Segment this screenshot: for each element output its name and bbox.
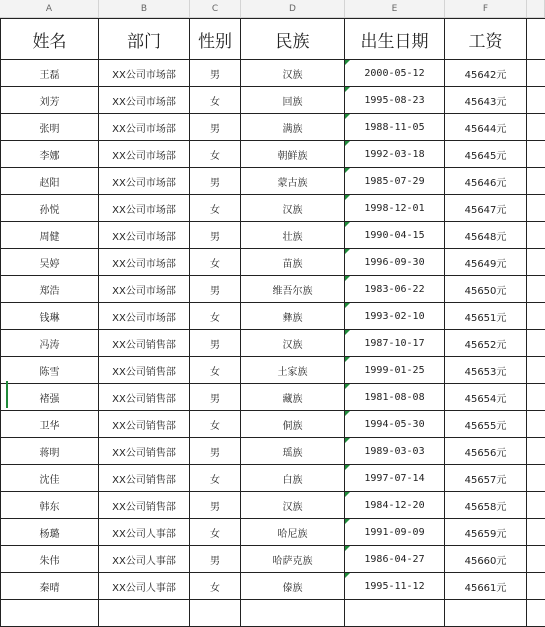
ethnicity-cell[interactable]: 藏族 xyxy=(241,384,345,411)
gender-cell[interactable]: 男 xyxy=(190,168,241,195)
gender-cell[interactable]: 男 xyxy=(190,60,241,87)
empty-cell[interactable] xyxy=(527,546,545,573)
gender-cell[interactable]: 女 xyxy=(190,87,241,114)
table-row xyxy=(0,249,545,276)
gender-cell[interactable]: 女 xyxy=(190,303,241,330)
table-row xyxy=(0,168,545,195)
error-indicator-icon xyxy=(345,141,350,146)
name-cell[interactable]: 陈雪 xyxy=(0,357,99,384)
department-cell[interactable]: XX公司人事部 xyxy=(99,573,190,600)
empty-cell[interactable] xyxy=(527,438,545,465)
column-header-f[interactable]: F xyxy=(445,0,527,18)
birthdate-text: 1995-11-12 xyxy=(364,580,425,592)
header-cell-birthdate[interactable]: 出生日期 xyxy=(345,18,445,60)
header-cell-salary[interactable]: 工资 xyxy=(445,18,527,60)
name-cell[interactable]: 吴婷 xyxy=(0,249,99,276)
gender-cell[interactable]: 男 xyxy=(190,114,241,141)
birthdate-cell[interactable] xyxy=(345,222,445,249)
ethnicity-cell[interactable]: 汉族 xyxy=(241,195,345,222)
birthdate-cell[interactable] xyxy=(345,276,445,303)
department-cell[interactable]: XX公司销售部 xyxy=(99,357,190,384)
name-cell[interactable]: 张明 xyxy=(0,114,99,141)
empty-cell[interactable] xyxy=(527,330,545,357)
table-row xyxy=(0,438,545,465)
column-header-g[interactable] xyxy=(527,0,545,18)
birthdate-cell[interactable] xyxy=(345,492,445,519)
table-row xyxy=(0,357,545,384)
table-row xyxy=(0,87,545,114)
error-indicator-icon xyxy=(345,87,350,92)
birthdate-text: 1987-10-17 xyxy=(364,337,425,349)
empty-cell[interactable] xyxy=(527,519,545,546)
error-indicator-icon xyxy=(345,519,350,524)
column-header-d[interactable]: D xyxy=(241,0,345,18)
table-row xyxy=(0,573,545,600)
salary-cell[interactable]: 45654元 xyxy=(445,384,527,411)
gender-cell[interactable]: 男 xyxy=(190,222,241,249)
name-cell[interactable]: 李娜 xyxy=(0,141,99,168)
department-cell[interactable]: XX公司市场部 xyxy=(99,60,190,87)
name-cell[interactable]: 卫华 xyxy=(0,411,99,438)
empty-cell[interactable] xyxy=(527,357,545,384)
ethnicity-cell[interactable]: 汉族 xyxy=(241,330,345,357)
empty-cell[interactable] xyxy=(527,411,545,438)
birthdate-text: 1997-07-14 xyxy=(364,472,425,484)
birthdate-cell[interactable] xyxy=(345,60,445,87)
birthdate-text: 1995-08-23 xyxy=(364,94,425,106)
header-cell-ethnicity[interactable]: 民族 xyxy=(241,18,345,60)
birthdate-cell[interactable] xyxy=(345,384,445,411)
empty-cell[interactable] xyxy=(527,303,545,330)
salary-cell[interactable]: 45661元 xyxy=(445,573,527,600)
error-indicator-icon xyxy=(345,573,350,578)
header-cell-gender[interactable]: 性别 xyxy=(190,18,241,60)
table-row xyxy=(0,330,545,357)
ethnicity-cell[interactable]: 苗族 xyxy=(241,249,345,276)
data-rows xyxy=(0,60,545,627)
empty-cell[interactable] xyxy=(527,114,545,141)
birthdate-text: 1996-09-30 xyxy=(364,256,425,268)
birthdate-cell[interactable] xyxy=(345,465,445,492)
name-cell[interactable]: 韩东 xyxy=(0,492,99,519)
name-cell[interactable]: 孙悦 xyxy=(0,195,99,222)
department-cell[interactable]: XX公司销售部 xyxy=(99,465,190,492)
gender-cell[interactable]: 女 xyxy=(190,411,241,438)
empty-cell[interactable] xyxy=(527,465,545,492)
header-cell-name[interactable]: 姓名 xyxy=(0,18,99,60)
birthdate-cell[interactable] xyxy=(345,357,445,384)
gender-cell[interactable]: 女 xyxy=(190,519,241,546)
table-row xyxy=(0,60,545,87)
ethnicity-cell[interactable]: 侗族 xyxy=(241,411,345,438)
empty-cell[interactable] xyxy=(445,600,527,627)
error-indicator-icon xyxy=(345,114,350,119)
name-cell[interactable]: 钱琳 xyxy=(0,303,99,330)
name-cell[interactable]: 杨璐 xyxy=(0,519,99,546)
birthdate-text: 1986-04-27 xyxy=(364,553,425,565)
ethnicity-cell[interactable]: 壮族 xyxy=(241,222,345,249)
column-header-a[interactable]: A xyxy=(0,0,99,18)
empty-cell[interactable] xyxy=(527,249,545,276)
error-indicator-icon xyxy=(345,60,350,65)
error-indicator-icon xyxy=(345,492,350,497)
empty-cell[interactable] xyxy=(190,600,241,627)
gender-cell[interactable]: 女 xyxy=(190,573,241,600)
ethnicity-cell[interactable]: 白族 xyxy=(241,465,345,492)
birthdate-text: 1984-12-20 xyxy=(364,499,425,511)
empty-cell[interactable] xyxy=(527,168,545,195)
birthdate-text: 1985-07-29 xyxy=(364,175,425,187)
birthdate-text: 1992-03-18 xyxy=(364,148,425,160)
department-cell[interactable]: XX公司销售部 xyxy=(99,330,190,357)
empty-cell[interactable] xyxy=(527,573,545,600)
salary-cell[interactable]: 45645元 xyxy=(445,141,527,168)
department-cell[interactable]: XX公司市场部 xyxy=(99,222,190,249)
birthdate-text: 1983-06-22 xyxy=(364,283,425,295)
birthdate-cell[interactable] xyxy=(345,195,445,222)
department-cell[interactable]: XX公司销售部 xyxy=(99,411,190,438)
salary-cell[interactable]: 45657元 xyxy=(445,465,527,492)
table-row xyxy=(0,519,545,546)
department-cell[interactable]: XX公司市场部 xyxy=(99,168,190,195)
department-cell[interactable]: XX公司市场部 xyxy=(99,141,190,168)
error-indicator-icon xyxy=(345,195,350,200)
error-indicator-icon xyxy=(345,222,350,227)
empty-cell[interactable] xyxy=(527,141,545,168)
empty-cell[interactable] xyxy=(527,195,545,222)
error-indicator-icon xyxy=(345,330,350,335)
error-indicator-icon xyxy=(345,411,350,416)
ethnicity-cell[interactable]: 汉族 xyxy=(241,492,345,519)
empty-cell[interactable] xyxy=(345,600,445,627)
gender-cell[interactable]: 女 xyxy=(190,195,241,222)
department-cell[interactable]: XX公司市场部 xyxy=(99,195,190,222)
active-row-marker xyxy=(6,381,8,408)
name-cell[interactable]: 赵阳 xyxy=(0,168,99,195)
table-row xyxy=(0,303,545,330)
column-header-b[interactable]: B xyxy=(99,0,190,18)
salary-cell[interactable]: 45658元 xyxy=(445,492,527,519)
gender-cell[interactable]: 男 xyxy=(190,330,241,357)
birthdate-cell[interactable] xyxy=(345,141,445,168)
salary-cell[interactable]: 45653元 xyxy=(445,357,527,384)
salary-cell[interactable]: 45659元 xyxy=(445,519,527,546)
error-indicator-icon xyxy=(345,303,350,308)
empty-cell[interactable] xyxy=(527,492,545,519)
salary-cell[interactable]: 45656元 xyxy=(445,438,527,465)
birthdate-cell[interactable] xyxy=(345,330,445,357)
ethnicity-cell[interactable]: 彝族 xyxy=(241,303,345,330)
ethnicity-cell[interactable]: 蒙古族 xyxy=(241,168,345,195)
gender-cell[interactable]: 男 xyxy=(190,276,241,303)
salary-cell[interactable]: 45644元 xyxy=(445,114,527,141)
salary-cell[interactable]: 45648元 xyxy=(445,222,527,249)
ethnicity-cell[interactable]: 土家族 xyxy=(241,357,345,384)
salary-cell[interactable]: 45655元 xyxy=(445,411,527,438)
name-cell[interactable]: 周健 xyxy=(0,222,99,249)
birthdate-cell[interactable] xyxy=(345,546,445,573)
department-cell[interactable]: XX公司市场部 xyxy=(99,276,190,303)
salary-cell[interactable]: 45652元 xyxy=(445,330,527,357)
salary-cell[interactable]: 45651元 xyxy=(445,303,527,330)
birthdate-text: 1988-11-05 xyxy=(364,121,425,133)
birthdate-cell[interactable] xyxy=(345,249,445,276)
gender-cell[interactable]: 女 xyxy=(190,465,241,492)
birthdate-cell[interactable] xyxy=(345,438,445,465)
birthdate-text: 1999-01-25 xyxy=(364,364,425,376)
birthdate-cell[interactable] xyxy=(345,411,445,438)
empty-cell[interactable] xyxy=(527,600,545,627)
header-row xyxy=(0,18,545,60)
empty-cell[interactable] xyxy=(527,87,545,114)
salary-cell[interactable]: 45647元 xyxy=(445,195,527,222)
empty-cell[interactable] xyxy=(0,600,99,627)
spreadsheet-grid xyxy=(0,18,545,627)
ethnicity-cell[interactable]: 回族 xyxy=(241,87,345,114)
column-header-c[interactable]: C xyxy=(190,0,241,18)
department-cell[interactable]: XX公司市场部 xyxy=(99,114,190,141)
error-indicator-icon xyxy=(345,249,350,254)
error-indicator-icon xyxy=(345,384,350,389)
birthdate-text: 1991-09-09 xyxy=(364,526,425,538)
birthdate-text: 1994-05-30 xyxy=(364,418,425,430)
ethnicity-cell[interactable]: 傣族 xyxy=(241,573,345,600)
department-cell[interactable]: XX公司市场部 xyxy=(99,303,190,330)
name-cell[interactable]: 褚强 xyxy=(0,384,99,411)
table-row xyxy=(0,384,545,411)
empty-cell[interactable] xyxy=(527,60,545,87)
ethnicity-cell[interactable]: 维吾尔族 xyxy=(241,276,345,303)
error-indicator-icon xyxy=(345,168,350,173)
name-cell[interactable]: 郑浩 xyxy=(0,276,99,303)
birthdate-cell[interactable] xyxy=(345,168,445,195)
birthdate-cell[interactable] xyxy=(345,519,445,546)
name-cell[interactable]: 秦晴 xyxy=(0,573,99,600)
empty-cell[interactable] xyxy=(527,276,545,303)
empty-cell[interactable] xyxy=(527,222,545,249)
table-row xyxy=(0,600,545,627)
table-row xyxy=(0,546,545,573)
birthdate-cell[interactable] xyxy=(345,114,445,141)
gender-cell[interactable]: 男 xyxy=(190,438,241,465)
table-row xyxy=(0,465,545,492)
table-row xyxy=(0,276,545,303)
birthdate-text: 2000-05-12 xyxy=(364,67,425,79)
birthdate-text: 1989-03-03 xyxy=(364,445,425,457)
error-indicator-icon xyxy=(345,465,350,470)
header-cell-department[interactable]: 部门 xyxy=(99,18,190,60)
gender-cell[interactable]: 女 xyxy=(190,249,241,276)
department-cell[interactable]: XX公司销售部 xyxy=(99,438,190,465)
error-indicator-icon xyxy=(345,357,350,362)
table-row xyxy=(0,114,545,141)
ethnicity-cell[interactable]: 朝鲜族 xyxy=(241,141,345,168)
ethnicity-cell[interactable]: 哈尼族 xyxy=(241,519,345,546)
gender-cell[interactable]: 男 xyxy=(190,546,241,573)
name-cell[interactable]: 蒋明 xyxy=(0,438,99,465)
column-header-e[interactable]: E xyxy=(345,0,445,18)
birthdate-text: 1990-04-15 xyxy=(364,229,425,241)
name-cell[interactable]: 朱伟 xyxy=(0,546,99,573)
error-indicator-icon xyxy=(345,546,350,551)
department-cell[interactable]: XX公司市场部 xyxy=(99,249,190,276)
ethnicity-cell[interactable]: 满族 xyxy=(241,114,345,141)
department-cell[interactable]: XX公司人事部 xyxy=(99,546,190,573)
department-cell[interactable]: XX公司销售部 xyxy=(99,384,190,411)
name-cell[interactable]: 沈佳 xyxy=(0,465,99,492)
salary-cell[interactable]: 45642元 xyxy=(445,60,527,87)
birthdate-cell[interactable] xyxy=(345,573,445,600)
birthdate-text: 1993-02-10 xyxy=(364,310,425,322)
birthdate-cell[interactable] xyxy=(345,87,445,114)
gender-cell[interactable]: 男 xyxy=(190,384,241,411)
empty-cell[interactable] xyxy=(527,18,545,60)
ethnicity-cell[interactable]: 汉族 xyxy=(241,60,345,87)
salary-cell[interactable]: 45649元 xyxy=(445,249,527,276)
gender-cell[interactable]: 女 xyxy=(190,141,241,168)
name-cell[interactable]: 刘芳 xyxy=(0,87,99,114)
column-header-bar xyxy=(0,0,545,18)
empty-cell[interactable] xyxy=(527,384,545,411)
name-cell[interactable]: 冯涛 xyxy=(0,330,99,357)
department-cell[interactable]: XX公司市场部 xyxy=(99,87,190,114)
department-cell[interactable]: XX公司人事部 xyxy=(99,519,190,546)
salary-cell[interactable]: 45660元 xyxy=(445,546,527,573)
salary-cell[interactable]: 45650元 xyxy=(445,276,527,303)
gender-cell[interactable]: 女 xyxy=(190,357,241,384)
name-cell[interactable]: 王磊 xyxy=(0,60,99,87)
table-row xyxy=(0,222,545,249)
salary-cell[interactable]: 45646元 xyxy=(445,168,527,195)
department-cell[interactable]: XX公司销售部 xyxy=(99,492,190,519)
table-row xyxy=(0,141,545,168)
gender-cell[interactable]: 男 xyxy=(190,492,241,519)
birthdate-cell[interactable] xyxy=(345,303,445,330)
table-row xyxy=(0,492,545,519)
ethnicity-cell[interactable]: 哈萨克族 xyxy=(241,546,345,573)
table-row xyxy=(0,411,545,438)
birthdate-text: 1981-08-08 xyxy=(364,391,425,403)
error-indicator-icon xyxy=(345,438,350,443)
error-indicator-icon xyxy=(345,276,350,281)
ethnicity-cell[interactable]: 瑶族 xyxy=(241,438,345,465)
salary-cell[interactable]: 45643元 xyxy=(445,87,527,114)
empty-cell[interactable] xyxy=(241,600,345,627)
table-row xyxy=(0,195,545,222)
birthdate-text: 1998-12-01 xyxy=(364,202,425,214)
empty-cell[interactable] xyxy=(99,600,190,627)
